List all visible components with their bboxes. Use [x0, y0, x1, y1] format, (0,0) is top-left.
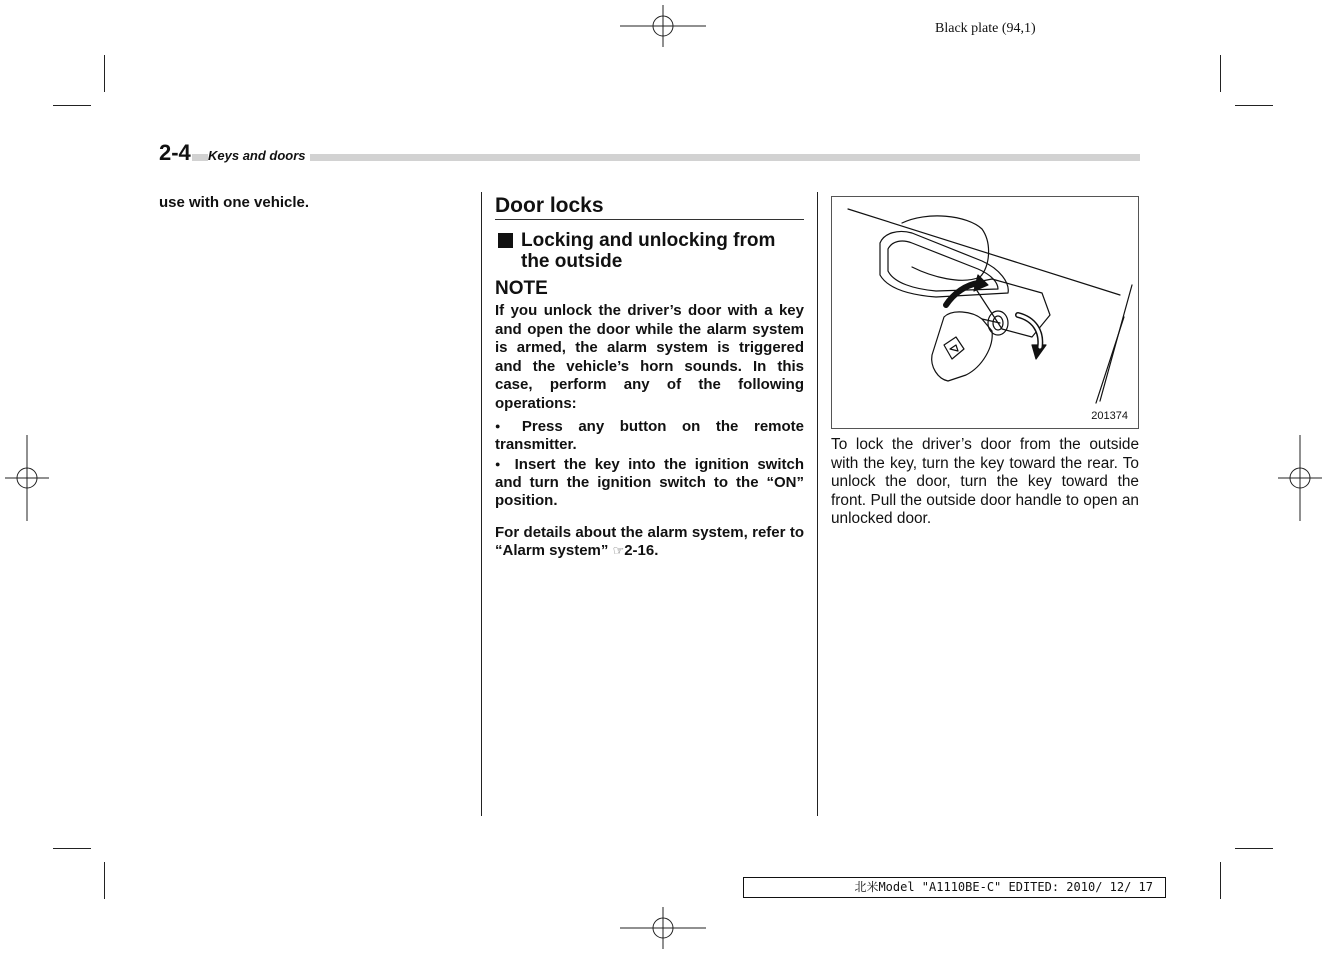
header-bar	[192, 154, 1140, 161]
page-number: 2-4	[159, 140, 191, 165]
registration-target-bottom	[620, 907, 706, 949]
registration-target-right	[1278, 435, 1322, 521]
bullet-dot-icon: ●	[495, 458, 505, 469]
list-item	[495, 417, 804, 454]
registration-target-left	[5, 435, 49, 521]
crop-mark	[1220, 862, 1221, 899]
subheading	[495, 230, 804, 272]
note-paragraph: If you unlock the driver’s door with a key and open the door while the alarm system is armed, the alarm system is triggered and the vehicle’s horn sounds. In this case, perform any of the following operations:	[495, 302, 804, 412]
footer-edit-stamp: 北米Model "A1110BE-C" EDITED: 2010/ 12/ 17	[743, 877, 1166, 898]
continued-text: use with one vehicle.	[159, 194, 310, 211]
main-column	[495, 194, 804, 561]
reference-icon: ☞	[612, 543, 625, 559]
details-paragraph	[495, 524, 804, 561]
note-heading: NOTE	[495, 278, 548, 299]
crop-mark	[104, 55, 105, 92]
bullet-text: Insert the key into the ignition switch and turn the ignition switch to the “ON” position.	[495, 455, 804, 510]
details-text: For details about the alarm system, refer to “Alarm system”	[495, 523, 804, 560]
bullet-text: Press any button on the remote transmitter.	[495, 417, 804, 453]
column-divider	[481, 192, 482, 816]
body-text: To lock the driver’s door from the outside with the key, turn the key toward the rear. To unlock the door, turn the key toward the front. Pull the outside door handle to open an unlocked door.	[831, 436, 1139, 528]
crop-mark	[104, 862, 105, 899]
registration-target-top	[620, 5, 706, 47]
subheading-text: Locking and unlocking from the outside	[521, 230, 776, 272]
crop-mark	[1235, 848, 1273, 849]
crop-mark	[1220, 55, 1221, 92]
bullet-dot-icon: ●	[495, 420, 512, 431]
heading-door-locks: Door locks	[495, 194, 804, 220]
plate-label: Black plate (94,1)	[935, 21, 1036, 36]
crop-mark	[1235, 105, 1273, 106]
column-divider	[817, 192, 818, 816]
square-bullet-icon	[498, 233, 513, 248]
section-title: Keys and doors	[208, 148, 310, 163]
list-item	[495, 455, 804, 511]
crop-mark	[53, 848, 91, 849]
figure-code: 201374	[1091, 410, 1128, 422]
door-handle-key-drawing	[832, 197, 1138, 428]
page-reference[interactable]: 2-16.	[624, 542, 659, 560]
crop-mark	[53, 105, 91, 106]
door-lock-illustration	[831, 196, 1139, 429]
